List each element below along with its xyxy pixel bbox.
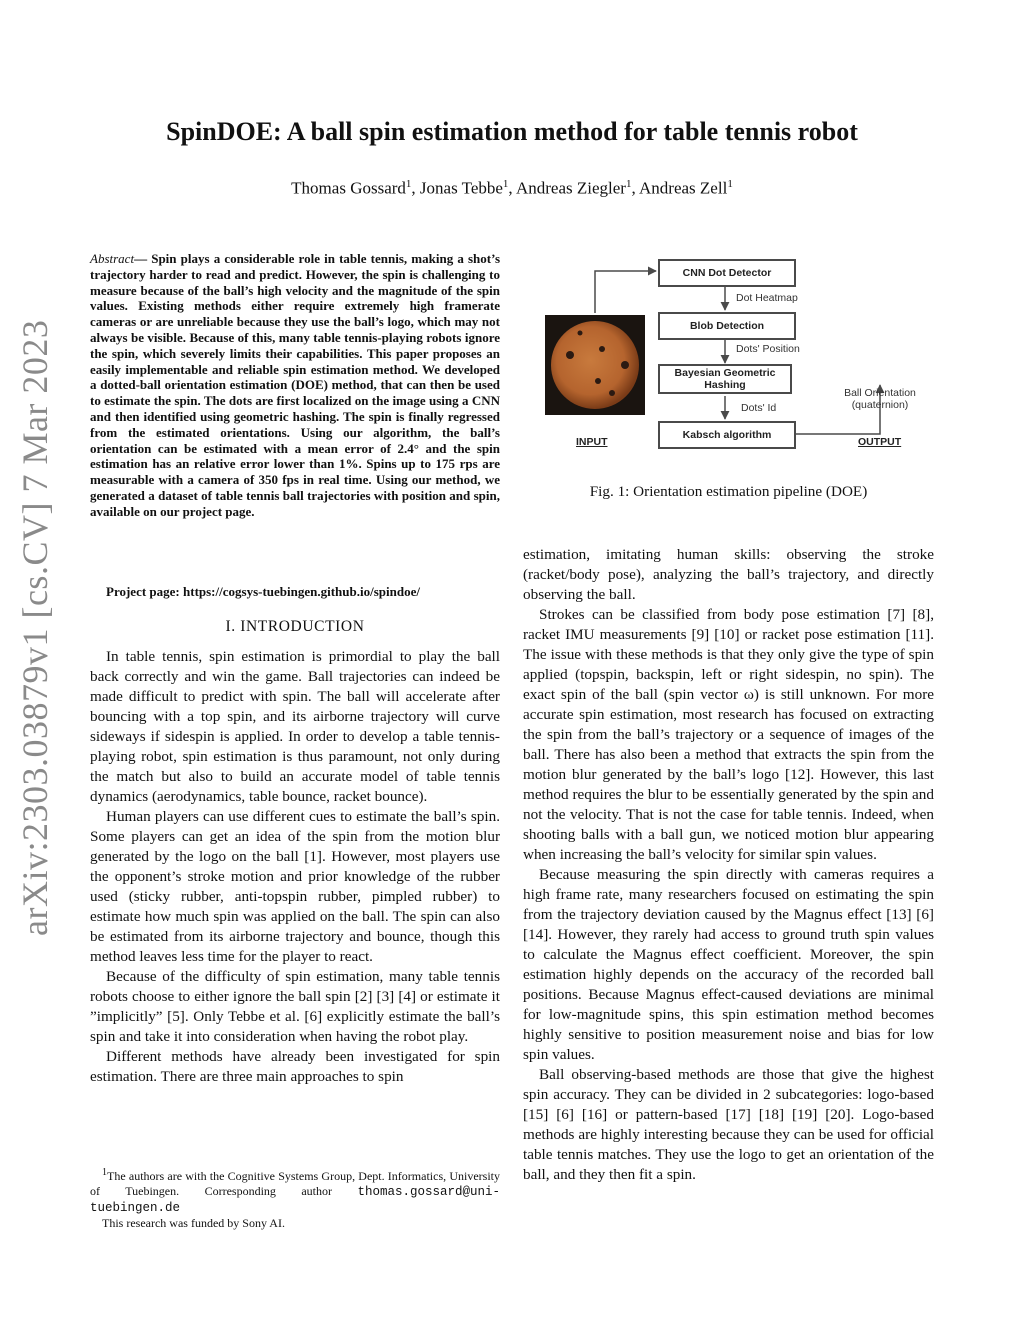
paragraph: In table tennis, spin estimation is primordial to play the ball back correctly and win the game. Ball trajectories can indeed be made difficult to predict with spin. The ball will accelerate after bouncing with a top spin, and its airborne trajectory will curve sideways if sidespin is applied. In order to develop a table tennis-playing robot, spin estimation is thus paramount, not only during the match but also to build an accurate model of table tennis dynamics (aerodynamics, table bounce, racket bounce). — [90, 648, 500, 805]
paragraph: Because measuring the spin directly with cameras requires a high frame rate, many researchers focused on estimating the spin from the trajectory deviation caused by the Magnus effect [13] [6] [14]. However, they rarely had access to ground truth spin values to calculate the Magnus effect coefficient. Moreover, the spin estimation highly depends on the accuracy of the recorded ball positions. Because Magnus effect-caused deviations are minimal for low-magnitude spins, this spin estimation method becomes highly sensitive to position measurement noise and bias for low spin values. — [523, 866, 934, 1063]
dot-heatmap-label: Dot Heatmap — [736, 292, 798, 304]
paragraph: Human players can use different cues to estimate the ball’s spin. Some players can get an idea of the spin from the motion blur generated by the logo on the ball [1]. However, most players use the opponent’s stroke motion and prior knowledge of the rubber used (sticky rubber, anti-topspin rubber, pimpled rubber) to estimate how much spin was applied on the ball. The spin can also be estimated from its airborne trajectory and bounce, though this method leaves less time for the player to react. — [90, 808, 500, 965]
author-affiliation: 1 — [502, 178, 509, 190]
paper-title: SpinDOE: A ball spin estimation method for table tennis robot — [166, 117, 858, 146]
section-heading: I. INTRODUCTION — [225, 618, 365, 635]
abstract: Abstract— Spin plays a considerable role in table tennis, making a shot’s trajectory harder to read and predict. However, the spin is challenging to measure because of the ball’s high velocity and the magnitude of the spin values. Existing methods either require extremely high framerate cameras or are unreliable because they use the ball’s logo, which may not always be visible. Because of this, many table tennis-playing robots ignore the spin, which severely limits their capabilities. This paper proposes an easily implementable and reliable spin estimation method. We developed a dotted-ball orientation estimation (DOE) method, that can then be used to estimate the spin. The dots are first localized on the image using a CNN and then identified using geometric hashing. The spin is finally regressed from the estimated orientations. Using our algorithm, the ball’s orientation can be estimated with a mean error of 2.4° and the spin estimation has an relative error lower than 1%. Spins up to 175 rps are measurable with a camera of 350 fps in real time. Using our method, we generated a dataset of table tennis ball trajectories with position and spin, available on our project page. — [90, 251, 500, 519]
funding-note: This research was funded by Sony AI. — [102, 1216, 285, 1230]
ball-dot — [578, 331, 583, 336]
author-name: Andreas Ziegler — [515, 178, 626, 198]
author-affiliation: 1 — [727, 178, 733, 190]
author-list: Thomas Gossard$^1$, Jonas Tebbe$^1$, Andreas Ziegler$^1$, Andreas Zell$^1$ — [291, 178, 733, 198]
project-page-link[interactable]: Project page: https://cogsys-tuebingen.github.io/spindoe/ — [106, 584, 420, 599]
arxiv-identifier: arXiv:2303.03879v1 [cs.CV] 7 Mar 2023 — [15, 319, 55, 936]
geometric-hashing-box: Bayesian Geometric Hashing — [658, 364, 792, 394]
left-column-body — [90, 647, 500, 1087]
dots-id-label: Dots' Id — [741, 402, 777, 414]
figure-caption: Fig. 1: Orientation estimation pipeline (DOE) — [589, 483, 868, 500]
blob-detection-box: Blob Detection — [658, 312, 796, 340]
kabsch-algorithm-box: Kabsch algorithm — [658, 421, 796, 449]
paragraph: Because of the difficulty of spin estimation, many table tennis robots choose to either ignore the ball spin [2] [3] [4] or estimate it ”implicitly” [5]. Only Tebbe et al. [6] explicitly estimate the ball’s spin and take it into consideration when having the robot play. — [90, 968, 500, 1045]
ball-dot — [609, 390, 615, 396]
author-name: Jonas Tebbe — [419, 178, 503, 198]
paragraph: estimation, imitating human skills: observing the stroke (racket/body pose), analyzing the ball’s trajectory, and directly observing the ball. — [523, 546, 934, 603]
ball-dot — [621, 361, 629, 369]
paragraph: Different methods have already been investigated for spin estimation. There are three main approaches to spin — [90, 1048, 500, 1085]
footnote-marker: 1 — [102, 1167, 107, 1178]
footnote-text: The authors are with the Cognitive Systems Group, Dept. Informatics, University of Tuebingen. Corresponding author — [90, 1169, 500, 1198]
ball-dot — [599, 346, 605, 352]
author-name: Thomas Gossard — [291, 178, 406, 198]
abstract-text: Spin plays a considerable role in table tennis, making a shot’s trajectory harder to read and predict. However, the spin is challenging to measure because of the ball’s high velocity and the magnitude of the spin values. Existing methods either require extremely high framerate cameras or are unreliable because they use the ball’s logo, which may not always be visible. Because of this, many table tennis-playing robots ignore the spin, which severely limits their capabilities. This paper proposes an easily implementable and reliable spin estimation method. We developed a dotted-ball orientation estimation (DOE) method, that can then be used to estimate the spin. The dots are first localized on the image using a CNN and then identified using geometric hashing. The spin is finally regressed from the estimated orientations. Using our algorithm, the ball’s orientation can be estimated with a mean error of 2.4° and the spin estimation has an relative error lower than 1%. Spins up to 175 rps are measurable with a camera of 350 fps in real time. Using our method, we generated a dataset of table tennis ball trajectories with position and spin, available on our project page. — [90, 251, 500, 519]
author-affiliation: 1 — [625, 178, 632, 190]
ball-orientation-label: Ball Orientation (quaternion) — [844, 387, 916, 411]
paragraph: Ball observing-based methods are those that give the highest spin accuracy. They can be divided in 2 subcategories: logo-based [15] [6] [16] or pattern-based [17] [18] [19] [20]. Logo-based methods are highly interesting because they can be used for official table tennis matches. They use the logo to get an orientation of the ball, and they then fit a spin. — [523, 1066, 934, 1183]
author-email[interactable]: thomas.gossard@uni-tuebingen.de — [90, 1185, 500, 1215]
abstract-lead: Abstract — [90, 251, 135, 266]
input-label: INPUT — [576, 436, 608, 448]
author-affiliation: 1 — [405, 178, 412, 190]
cnn-dot-detector-box: CNN Dot Detector — [658, 259, 796, 287]
output-label: OUTPUT — [858, 436, 902, 448]
footnote — [90, 1165, 500, 1231]
pipeline-figure — [540, 255, 930, 455]
dots-position-label: Dots' Position — [736, 343, 800, 355]
paragraph: Strokes can be classified from body pose estimation [7] [8], racket IMU measurements [9] [10] or racket pose estimation [11]. The issue with these methods is that they only give the type of spin applied (topspin, backspin, left or right sidespin, no spin). The exact spin of the ball (spin vector ω) is still unknown. For more accurate spin estimation, most research has focused on extracting the spin from the ball’s trajectory or a sequence of images of the ball. There has also been a method that extracts the spin from the motion blur generated by the ball’s logo [12]. However, this last method requires the blur to be essentially generated by the spin and not the velocity. That is not the case for table tennis. Indeed, when shooting balls with a ball gun, we noticed motion blur appearing when increasing the ball’s velocity for similar spin values. — [523, 606, 934, 863]
right-column-body — [523, 545, 934, 1185]
author-name: Andreas Zell — [639, 178, 728, 198]
ball-dot — [595, 378, 601, 384]
ball-dot — [566, 351, 574, 359]
